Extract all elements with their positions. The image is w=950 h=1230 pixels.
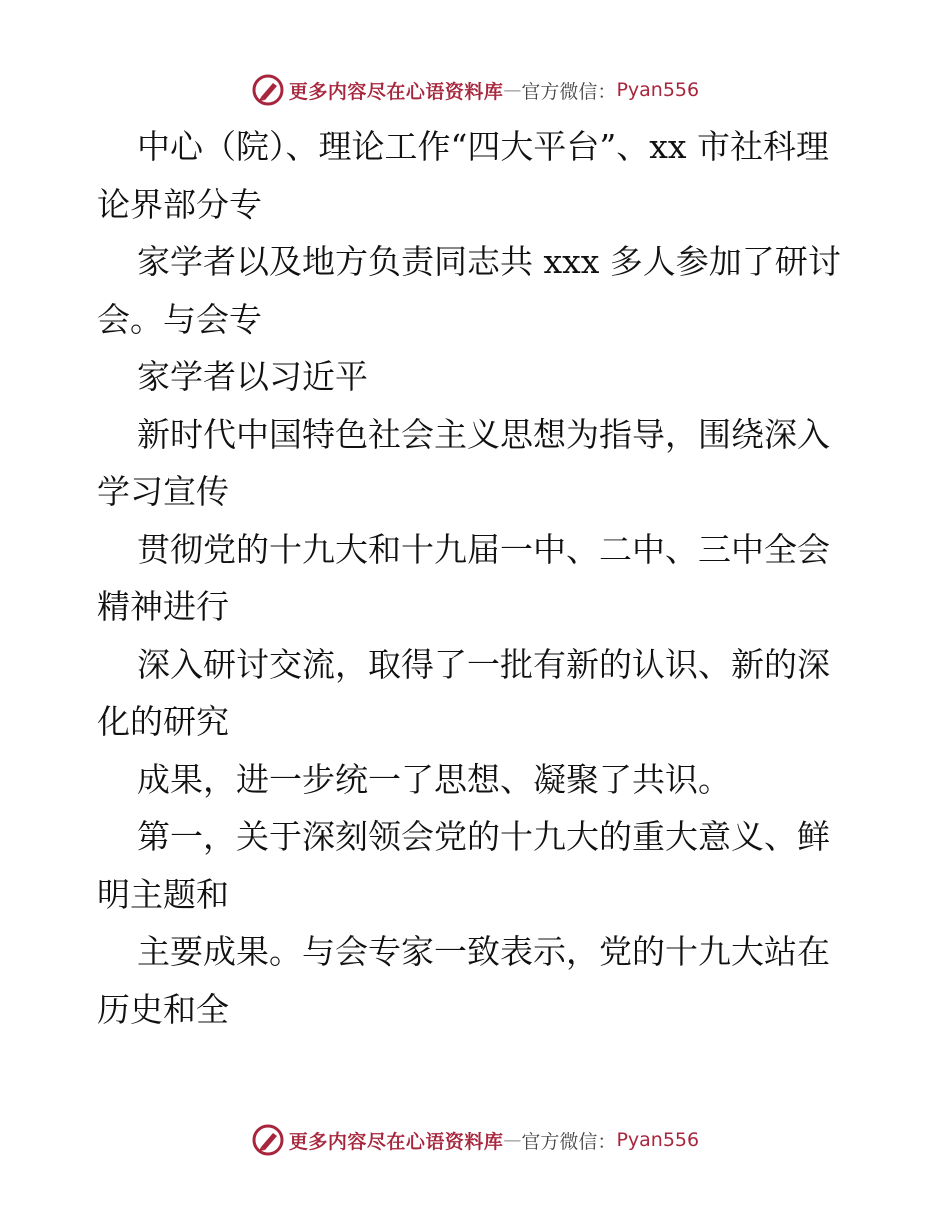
banner-separator: — — [503, 1129, 522, 1151]
text-line: 明主题和 — [97, 874, 229, 914]
footer-watermark-banner — [0, 1120, 950, 1160]
paragraph — [97, 233, 857, 348]
text-line: 化的研究 — [97, 702, 229, 741]
text-line: 科理论界部分专 — [97, 127, 829, 224]
document-body — [97, 118, 857, 1038]
library-name: 更多内容尽在心语资料库 — [288, 80, 504, 103]
text-line: 贯彻党的十九大和十九届一中、二中、三中全会 — [137, 529, 830, 569]
library-name: 更多内容尽在心语资料库 — [288, 1130, 504, 1153]
paragraph — [97, 751, 857, 809]
text-line: 新时代中国特色社会主义思想为指导，围绕深入 — [137, 414, 830, 454]
text-line: 讨会。与会专 — [97, 242, 841, 339]
text-line: 家学者以及地方负责同志共 xxx 多人参加了研 — [137, 242, 808, 281]
text-line: 深入研讨交流，取得了一批有新的认识、新的深 — [137, 644, 830, 684]
header-watermark-banner — [0, 70, 950, 110]
banner-separator: — — [503, 79, 522, 101]
wechat-label: 官方微信： — [521, 80, 617, 103]
paragraph — [97, 636, 857, 751]
wechat-id: Pyan556 — [616, 1129, 700, 1151]
paragraph — [97, 118, 857, 233]
pen-logo-icon — [251, 1123, 285, 1157]
text-line: 主要成果。与会专家一致表示，党的十九大站在 — [137, 932, 830, 971]
wechat-label: 官方微信： — [521, 1130, 617, 1153]
wechat-id: Pyan556 — [616, 79, 700, 101]
paragraph — [97, 808, 857, 923]
text-line: 家学者以习近平 — [137, 357, 368, 396]
paragraph — [97, 923, 857, 1038]
text-line: 中心（院）、理论工作“四大平台”、xx 市社 — [137, 127, 763, 166]
text-line: 精神进行 — [97, 587, 229, 626]
paragraph — [97, 406, 857, 521]
pen-logo-icon — [251, 73, 285, 107]
text-line: 学习宣传 — [97, 472, 229, 511]
text-line: 第一，关于深刻领会党的十九大的重大意义、鲜 — [137, 817, 830, 856]
text-line: 成果，进一步统一了思想、凝聚了共识。 — [137, 759, 731, 799]
paragraph — [97, 348, 857, 406]
paragraph — [97, 521, 857, 636]
text-line: 历史和全 — [97, 989, 229, 1029]
